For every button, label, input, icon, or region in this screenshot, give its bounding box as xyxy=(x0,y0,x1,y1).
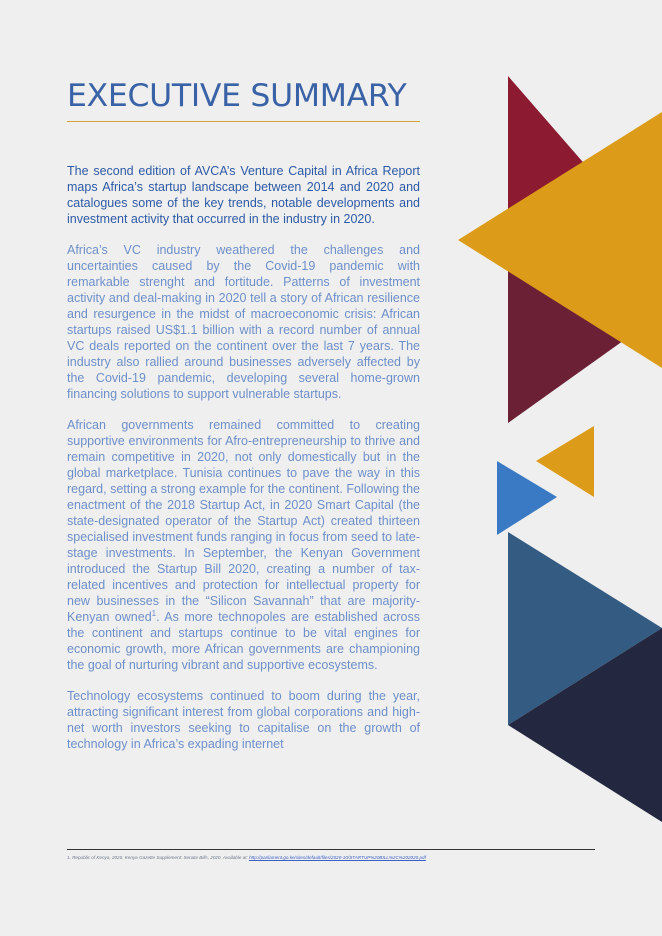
footnote xyxy=(67,855,607,860)
footnote-text: 1. Republic of Kenya, 2020. Kenya Gazette Supplement: Senate Bills, 2020. Available at: xyxy=(67,855,250,860)
intro-paragraph: The second edition of AVCA’s Venture Capital in Africa Report maps Africa’s startup landscape between 2014 and 2020 and catalogues some of the key trends, notable developments and investment activity that occurred in the industry in 2020. xyxy=(67,164,420,226)
title-divider xyxy=(67,121,420,122)
footnote-link[interactable]: http://parliament.go.ke/sites/default/files/2020-10/STARTUP%20BILL%2C%202020.pdf xyxy=(249,855,426,860)
body-paragraph: Technology ecosystems continued to boom during the year, attracting significant interest from global corporations and high-net worth investors seeking to capitalise on the growth of technology in Africa’s expading internet xyxy=(67,689,420,751)
paragraph-text: African governments remained committed to creating supportive environments for Afro-entrepreneurship to thrive and remain competitive in 2020, not only domestically but in the global marketplace. Tunisia continues to pave the way in this regard, setting a strong example for the continent. Following the enactment of the 2018 Startup Act, in 2020 Smart Capital (the state-designated operator of the Startup Act) created thirteen specialised investment funds ranging in focus from seed to late-stage investments. In September, the Kenyan Government introduced the Startup Bill 2020, creating a number of tax-related incentives and protection for intellectual property for new businesses in the “Silicon Savannah” that are majority-Kenyan owned xyxy=(67,418,420,624)
footnote-divider xyxy=(67,849,595,850)
body-paragraph: Africa’s VC industry weathered the challenges and uncertainties caused by the Covid-19 pandemic with remarkable strenght and fortitude. Patterns of investment activity and deal-making in 2020 tell a story of African resilience and resurgence in the midst of macroeconomic crisis: African startups raised US$1.1 billion with a record number of annual VC deals reported on the continent over the last 7 years. The industry also rallied around businesses adversely affected by the Covid-19 pandemic, developing several home-grown financing solutions to support vulnerable startups. xyxy=(67,243,420,401)
blue-triangle xyxy=(497,461,557,535)
decorative-triangles xyxy=(440,60,662,840)
body-text xyxy=(67,163,420,767)
gold-triangle-small xyxy=(536,426,594,497)
body-paragraph xyxy=(67,417,420,673)
page-title: EXECUTIVE SUMMARY xyxy=(67,78,407,114)
paragraph-text-continued: . As more technopoles are established across the continent and startups continue to be vital engines for economic growth, more African governments are championing the goal of nurturing vibrant and supportive ecosystems. xyxy=(67,610,420,672)
footnote-marker: 1 xyxy=(151,608,157,618)
